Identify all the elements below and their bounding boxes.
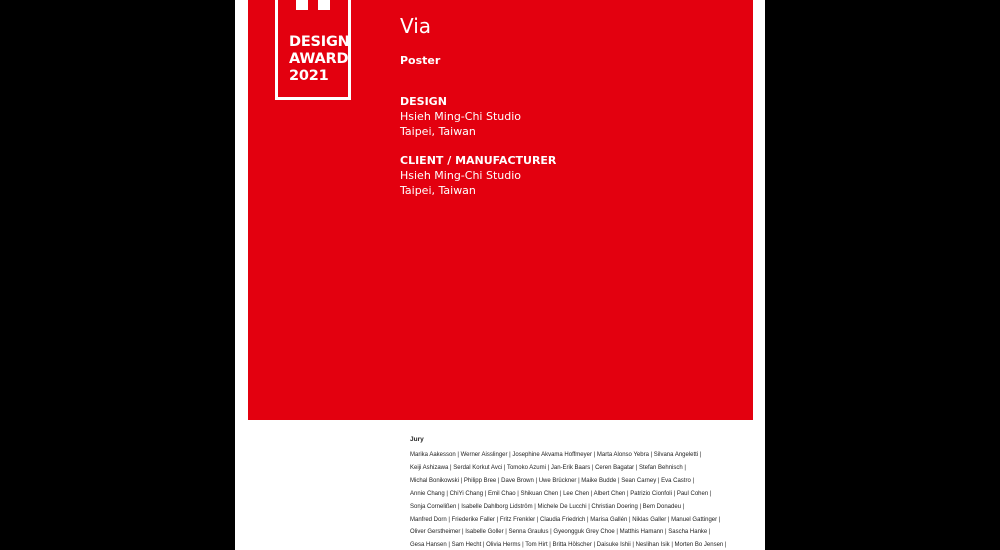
design-heading: DESIGN (400, 95, 447, 108)
red-panel (248, 0, 753, 420)
logo-line-award: AWARD (289, 51, 349, 67)
project-title: Via (400, 14, 432, 38)
jury-row: Oliver Gerstheimer | Isabelle Goller | Senna Graulus | Gyeongguk Grey Choe | Matthis Hamann | Sascha Hanke | (410, 529, 711, 536)
jury-row: Keiji Ashizawa | Serdal Korkut Avci | Tomoko Azumi | Jan-Erik Baars | Ceren Bagatar | Stefan Behnisch | (410, 464, 686, 471)
logo-bar-right (318, 0, 330, 10)
award-certificate (235, 0, 765, 550)
project-category: Poster (400, 54, 441, 67)
jury-row: Gesa Hansen | Sam Hecht | Olivia Herms | Tom Hirt | Britta Hölscher | Daisuke Ishii | Neslihan Isik | Morten Bo Jensen | (410, 542, 727, 549)
client-heading: CLIENT / MANUFACTURER (400, 154, 557, 167)
client-location: Taipei, Taiwan (400, 184, 476, 197)
jury-row: Annie Chang | ChiYi Chang | Emil Chao | Shikuan Chen | Lee Chen | Albert Chen | Patrizio Cionfoli | Paul Cohen | (410, 490, 712, 497)
design-credit (400, 95, 521, 139)
logo-bar-left (296, 0, 308, 10)
jury-row: Marika Aakesson | Werner Aisslinger | Josephine Akvama Hoffmeyer | Marta Alonso Yebra | Silvana Angeletti | (410, 452, 702, 458)
red-dot-design-award-logo (275, 0, 351, 100)
jury-row: Manfred Dorn | Friederike Faller | Fritz Frenkler | Claudia Friedrich | Marisa Gallén | Niklas Galler | Manuel Gattinger | (410, 516, 721, 523)
design-name: Hsieh Ming-Chi Studio (400, 110, 522, 123)
jury-row: Sonja Cornelißen | Isabelle Dahlborg Lidström | Michele De Lucchi | Christian Doering | Bem Donadeu | (410, 503, 685, 510)
jury-section (410, 436, 755, 550)
jury-row: Michal Bonikowski | Philipp Bree | Dave Brown | Uwe Brückner | Maike Budde | Sean Carney | Eva Castro | (410, 477, 695, 484)
client-credit (400, 154, 556, 198)
client-name: Hsieh Ming-Chi Studio (400, 169, 522, 182)
logo-line-year: 2021 (289, 68, 329, 84)
logo-line-design: DESIGN (289, 34, 350, 50)
logo-text (289, 34, 350, 85)
jury-heading: Jury (410, 436, 424, 443)
design-location: Taipei, Taiwan (400, 125, 476, 138)
